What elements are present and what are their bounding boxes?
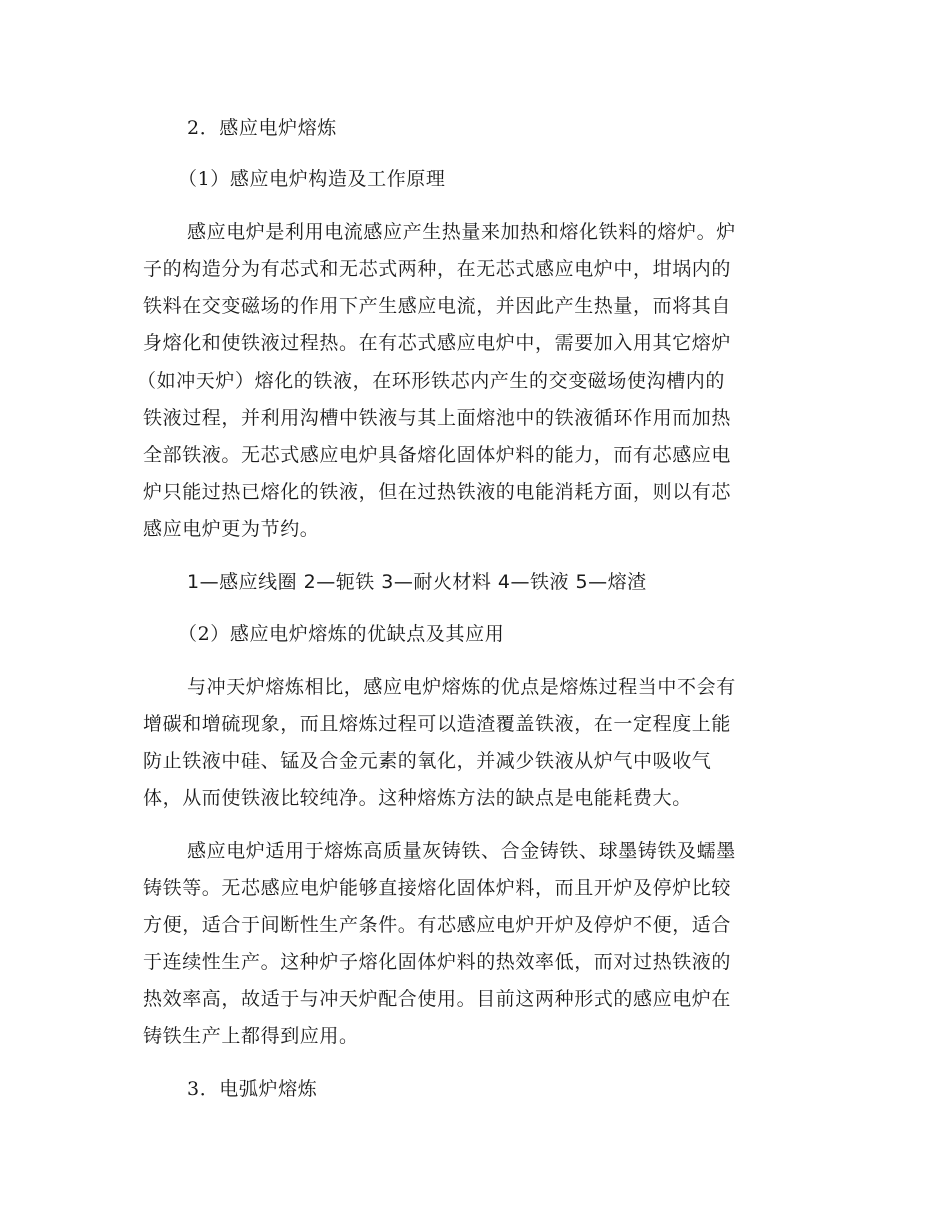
paragraph-line: 感应电炉是利用电流感应产生热量来加热和熔化铁料的熔炉。炉 (187, 221, 736, 243)
paragraph-line: 铸铁等。无芯感应电炉能够直接熔化固体炉料，而且开炉及停炉比较 (143, 877, 732, 899)
paragraph-line: 感应电炉适用于熔炼高质量灰铸铁、合金铸铁、球墨铸铁及蠕墨 (187, 840, 736, 862)
figure-caption: 1—感应线圈 2—轭铁 3—耐火材料 4—铁液 5—熔渣 (187, 571, 647, 593)
paragraph-line: 体，从而使铁液比较纯净。这种熔炼方法的缺点是电能耗费大。 (143, 787, 692, 809)
paragraph-line: 防止铁液中硅、锰及合金元素的氧化，并减少铁液从炉气中吸收气 (143, 750, 712, 772)
paragraph-line: 子的构造分为有芯式和无芯式两种，在无芯式感应电炉中，坩埚内的 (143, 258, 732, 280)
paragraph-line: 身熔化和使铁液过程热。在有芯式感应电炉中，需要加入用其它熔炉 (143, 332, 732, 354)
paragraph-line: 热效率高，故适于与冲天炉配合使用。目前这两种形式的感应电炉在 (143, 988, 732, 1010)
section-2-heading: 2．感应电炉熔炼 (187, 117, 337, 139)
section-3-heading: 3．电弧炉熔炼 (187, 1078, 318, 1100)
subsection-2-heading: （2）感应电炉熔炼的优缺点及其应用 (178, 623, 505, 645)
paragraph-line: 方便，适合于间断性生产条件。有芯感应电炉开炉及停炉不便，适合 (143, 914, 732, 936)
paragraph-line: 铁料在交变磁场的作用下产生感应电流，并因此产生热量，而将其自 (143, 295, 732, 317)
paragraph-line: 铁液过程，并利用沟槽中铁液与其上面熔池中的铁液循环作用而加热 (143, 407, 732, 429)
paragraph-line: 与冲天炉熔炼相比，感应电炉熔炼的优点是熔炼过程当中不会有 (187, 676, 736, 698)
paragraph-line: 于连续性生产。这种炉子熔化固体炉料的热效率低，而对过热铁液的 (143, 951, 732, 973)
subsection-1-heading: （1）感应电炉构造及工作原理 (178, 168, 446, 190)
paragraph-line: 铸铁生产上都得到应用。 (143, 1025, 359, 1047)
paragraph-line: （如冲天炉）熔化的铁液，在环形铁芯内产生的交变磁场使沟槽内的 (137, 370, 726, 392)
paragraph-line: 感应电炉更为节约。 (143, 518, 320, 540)
paragraph-line: 增碳和增硫现象，而且熔炼过程可以造渣覆盖铁液，在一定程度上能 (143, 713, 732, 735)
paragraph-line: 炉只能过热已熔化的铁液，但在过热铁液的电能消耗方面，则以有芯 (143, 481, 732, 503)
paragraph-line: 全部铁液。无芯式感应电炉具备熔化固体炉料的能力，而有芯感应电 (143, 444, 732, 466)
